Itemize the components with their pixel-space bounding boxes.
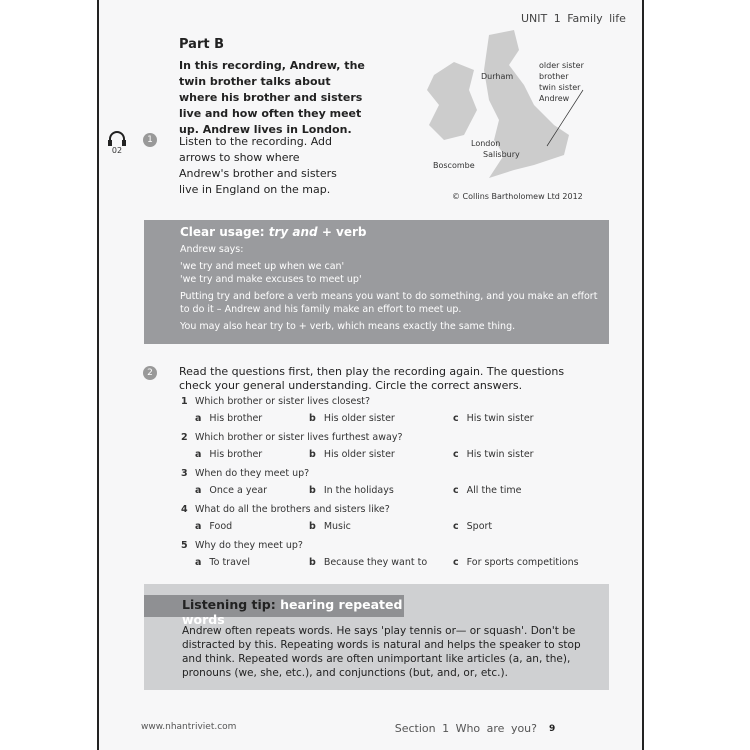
clear-usage-quote: 'we try and make excuses to meet up' <box>180 274 362 285</box>
clear-usage-box <box>144 220 609 344</box>
intro-text: In this recording, Andrew, the twin brother talks about where his brother and sisters live and how often they meet up. Andrew lives in London. <box>179 59 365 136</box>
exercise-number: 2 <box>143 366 157 380</box>
map-label-salisbury: Salisbury <box>483 150 520 159</box>
listening-tip-body: Andrew often repeats words. He says 'play tennis or— or squash'. Don't be distracted by this. Repeating words is natural and helps the speaker to stop and think. Repeated words are often unimportant like articles (a, an, the), pronouns (we, she, etc.), and conjunctions (but, and, or, etc.). <box>182 625 581 679</box>
question-text: What do all the brothers and sisters like? <box>195 504 390 515</box>
answer-option-b[interactable]: b His older sister <box>309 449 395 460</box>
headphones-icon <box>107 130 127 146</box>
unit-header: UNIT 1 Family life <box>521 12 626 25</box>
question-item <box>181 396 601 432</box>
clear-usage-title: Clear usage: try and + verb <box>180 225 367 239</box>
map-copyright: © Collins Bartholomew Ltd 2012 <box>452 192 583 201</box>
question-item <box>181 504 601 540</box>
question-text: Which brother or sister lives closest? <box>195 396 371 407</box>
audio-track <box>105 130 129 155</box>
map-legend <box>539 60 584 104</box>
answer-option-c[interactable]: c Sport <box>453 521 493 532</box>
answer-option-c[interactable]: c For sports competitions <box>453 557 579 568</box>
map-label-durham: Durham <box>481 72 514 81</box>
question-number: 4 <box>181 504 188 515</box>
question-item <box>181 468 601 504</box>
question-number: 2 <box>181 432 188 443</box>
legend-twin-sister: twin sister <box>539 83 581 92</box>
answer-option-b[interactable]: b His older sister <box>309 413 395 424</box>
question-item <box>181 432 601 468</box>
question-number: 1 <box>181 396 188 407</box>
exercise-2-instructions: Read the questions first, then play the recording again. The questions check your general understanding. Circle the correct answers. <box>179 365 565 392</box>
map-label-london: London <box>471 139 501 148</box>
answer-option-b[interactable]: b In the holidays <box>309 485 394 496</box>
map-label-boscombe: Boscombe <box>433 161 475 170</box>
part-title: Part B <box>179 37 225 52</box>
answer-option-c[interactable]: c His twin sister <box>453 413 534 424</box>
legend-older-sister: older sister <box>539 61 584 70</box>
footer-website: www.nhantriviet.com <box>141 722 237 732</box>
exercise-1-instructions: Listen to the recording. Add arrows to show where Andrew's brother and sisters live in England on the map. <box>179 135 337 196</box>
exercise-number: 1 <box>143 133 157 147</box>
question-text: When do they meet up? <box>195 468 310 479</box>
page-number: 9 <box>549 724 556 734</box>
question-number: 5 <box>181 540 188 551</box>
answer-option-a[interactable]: a Food <box>195 521 233 532</box>
question-item <box>181 540 601 576</box>
answer-option-c[interactable]: c All the time <box>453 485 522 496</box>
legend-brother: brother <box>539 72 569 81</box>
answer-option-c[interactable]: c His twin sister <box>453 449 534 460</box>
track-number: 02 <box>111 146 123 155</box>
answer-option-b[interactable]: b Music <box>309 521 351 532</box>
listening-tip-box <box>144 584 609 690</box>
book-page <box>97 0 644 750</box>
question-text: Which brother or sister lives furthest away? <box>195 432 403 443</box>
answer-option-a[interactable]: a His brother <box>195 413 263 424</box>
clear-usage-explanation: Putting try and before a verb means you want to do something, and you make an effort to do it – Andrew and his family make an effort to meet up. <box>180 291 598 315</box>
clear-usage-note: You may also hear try to + verb, which means exactly the same thing. <box>180 321 516 332</box>
question-number: 3 <box>181 468 188 479</box>
answer-option-a[interactable]: a To travel <box>195 557 251 568</box>
clear-usage-intro: Andrew says: <box>180 244 244 255</box>
question-list <box>181 396 601 576</box>
clear-usage-quote: 'we try and meet up when we can' <box>180 261 345 272</box>
footer-section: Section 1 Who are you? <box>394 722 537 735</box>
listening-tip-heading: Listening tip: hearing repeated words <box>144 595 404 617</box>
answer-option-a[interactable]: a Once a year <box>195 485 268 496</box>
answer-option-b[interactable]: b Because they want to <box>309 557 428 568</box>
legend-andrew: Andrew <box>539 94 570 103</box>
question-text: Why do they meet up? <box>195 540 303 551</box>
answer-option-a[interactable]: a His brother <box>195 449 263 460</box>
